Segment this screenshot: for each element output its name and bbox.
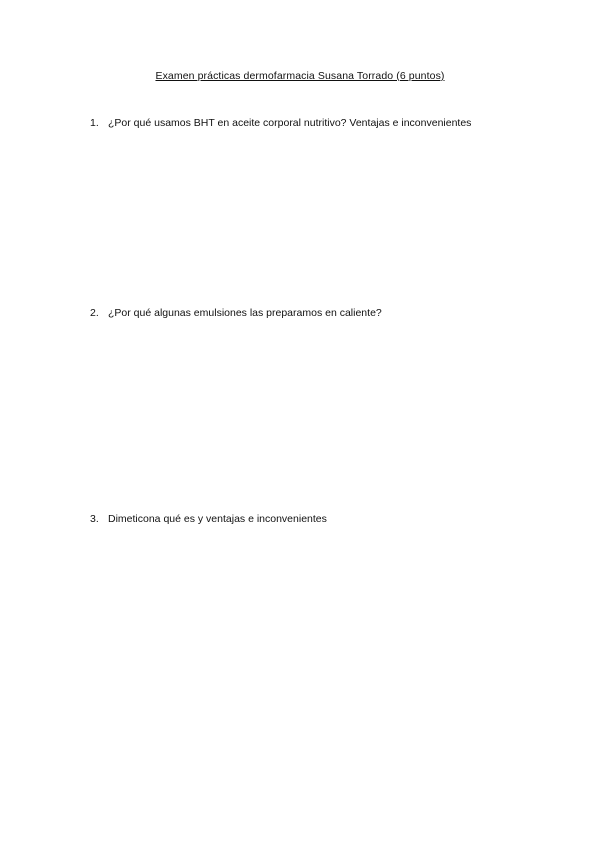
- question-3-number: 3.: [90, 513, 99, 525]
- question-1-number: 1.: [90, 117, 99, 129]
- question-3-text: Dimeticona qué es y ventajas e inconvenientes: [108, 513, 327, 525]
- question-1: [90, 117, 471, 129]
- question-2-number: 2.: [90, 307, 99, 319]
- exam-title: Examen prácticas dermofarmacia Susana Torrado (6 puntos): [155, 70, 445, 82]
- question-2-text: ¿Por qué algunas emulsiones las preparamos en caliente?: [108, 307, 382, 319]
- question-2: [90, 307, 382, 319]
- question-3: [90, 513, 327, 525]
- question-1-text: ¿Por qué usamos BHT en aceite corporal nutritivo? Ventajas e inconvenientes: [108, 117, 472, 129]
